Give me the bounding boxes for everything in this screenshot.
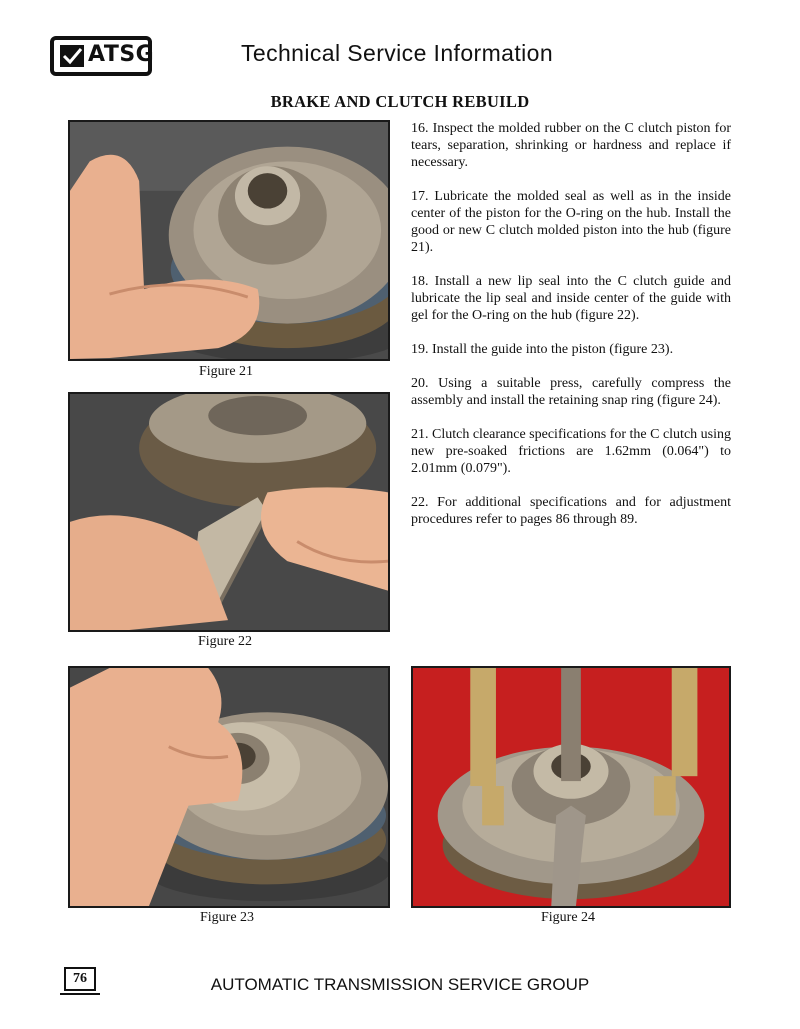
figure-22-caption: Figure 22 (198, 634, 253, 649)
figure-21-photo (68, 120, 390, 361)
logo-text: ATSG (88, 42, 155, 67)
step-20: 20. Using a suitable press, carefully compress the assembly and install the retaining snap ring (figure 24). (411, 376, 731, 408)
page-number: 76 (64, 967, 96, 991)
step-18: 18. Install a new lip seal into the C clutch guide and lubricate the lip seal and inside center of the guide with gel for the O-ring on the hub (figure 22). (411, 274, 731, 323)
step-22: 22. For additional specifications and for adjustment procedures refer to pages 86 through 89. (411, 495, 731, 527)
figure-23-caption: Figure 23 (200, 910, 255, 925)
figure-24-caption: Figure 24 (541, 910, 596, 925)
atsg-logo (50, 36, 155, 76)
step-21: 21. Clutch clearance specifications for the C clutch using new pre-soaked frictions are 1.62mm (0.064") to 2.01mm (0.079"). (411, 427, 731, 476)
figure-22-photo (68, 392, 390, 632)
page-header-title: Technical Service Information (241, 40, 554, 66)
step-19: 19. Install the guide into the piston (figure 23). (411, 342, 674, 357)
footer-org: AUTOMATIC TRANSMISSION SERVICE GROUP (210, 975, 590, 994)
step-17: 17. Lubricate the molded seal as well as in the inside center of the piston for the O-ring on the hub. Install the good or new C clutch molded piston into the hub (figure 21). (411, 189, 731, 255)
figure-23-photo (68, 666, 390, 908)
checkmark-icon (60, 45, 84, 67)
section-title: BRAKE AND CLUTCH REBUILD (270, 92, 530, 111)
figure-21-caption: Figure 21 (199, 364, 254, 379)
figure-24-photo (411, 666, 731, 908)
step-16: 16. Inspect the molded rubber on the C clutch piston for tears, separation, shrinking or hardness and replace if necessary. (411, 121, 731, 170)
procedure-steps (411, 120, 731, 545)
